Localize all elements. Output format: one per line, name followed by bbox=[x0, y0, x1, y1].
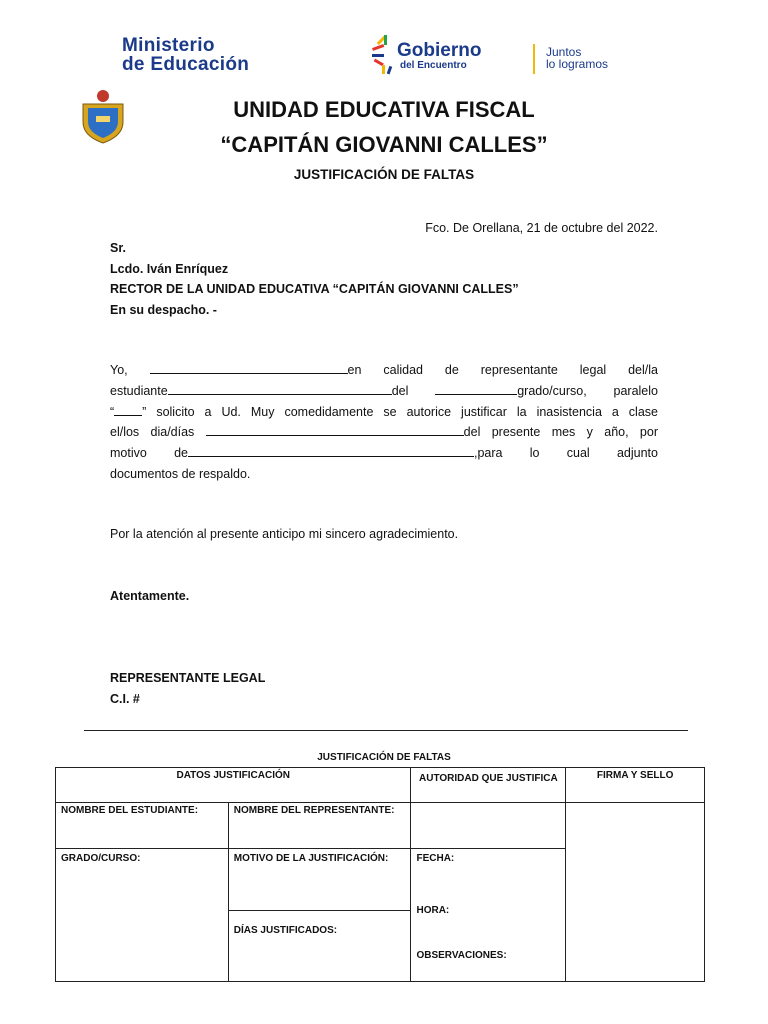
cut-line bbox=[84, 730, 688, 731]
addressee-line: Sr. bbox=[110, 241, 126, 255]
cell-dias[interactable] bbox=[228, 911, 411, 982]
cell-label: GRADO/CURSO: bbox=[61, 853, 141, 864]
gobierno-title: Gobierno bbox=[397, 40, 482, 61]
cell-autoridad[interactable] bbox=[411, 803, 566, 849]
cell-label: FECHA: bbox=[416, 853, 455, 864]
cell-firma-sello[interactable] bbox=[566, 803, 705, 982]
document-title: JUSTIFICACIÓN DE FALTAS bbox=[293, 167, 475, 182]
header-autoridad: AUTORIDAD QUE JUSTIFICA bbox=[411, 768, 566, 803]
ministerio-line1: Ministerio bbox=[122, 35, 215, 56]
slogan-line1: Juntos bbox=[546, 45, 582, 59]
body-text: el/los dia/días bbox=[110, 425, 195, 440]
student-name-blank[interactable] bbox=[168, 381, 392, 395]
body-text: ” solicito a Ud. Muy comedidamente se autorice justificar la inasistencia a clase bbox=[142, 404, 658, 419]
body-text: “ bbox=[110, 404, 115, 419]
school-name-title: “CAPITÁN GIOVANNI CALLES” bbox=[220, 132, 548, 157]
days-blank[interactable] bbox=[206, 422, 464, 436]
addressee-block bbox=[110, 238, 519, 320]
gobierno-logo bbox=[370, 30, 660, 76]
signer-title: REPRESENTANTE LEGAL bbox=[110, 671, 266, 685]
addressee-line: RECTOR DE LA UNIDAD EDUCATIVA “CAPITÁN GIOVANNI CALLES” bbox=[110, 282, 519, 296]
body-text: ,para lo cual adjunto bbox=[474, 446, 658, 461]
letter-body bbox=[110, 360, 658, 485]
header-firma: FIRMA Y SELLO bbox=[566, 768, 705, 803]
cell-nombre-representante[interactable] bbox=[228, 803, 411, 849]
body-text: estudiante bbox=[110, 383, 168, 398]
thanks-text: Por la atención al presente anticipo mi sincero agradecimiento. bbox=[110, 527, 459, 541]
ministerio-logo bbox=[122, 36, 249, 74]
grade-blank[interactable] bbox=[435, 381, 517, 395]
cell-grado[interactable] bbox=[56, 849, 229, 982]
body-line-4 bbox=[110, 422, 658, 443]
body-text: grado/curso, paralelo bbox=[517, 383, 658, 398]
cell-label: HORA: bbox=[416, 905, 450, 916]
body-text: motivo de bbox=[110, 446, 188, 461]
cell-motivo[interactable] bbox=[228, 849, 411, 911]
cell-label: DÍAS JUSTIFICADOS: bbox=[233, 925, 338, 936]
slogan-line2: lo logramos bbox=[546, 57, 609, 71]
body-text: del bbox=[391, 383, 409, 398]
letter-date: Fco. De Orellana, 21 de octubre del 2022. bbox=[425, 221, 658, 235]
table-title: JUSTIFICACIÓN DE FALTAS bbox=[317, 752, 451, 763]
cell-label: MOTIVO DE LA JUSTIFICACIÓN: bbox=[233, 853, 389, 864]
school-type-title: UNIDAD EDUCATIVA FISCAL bbox=[233, 97, 535, 122]
justification-table bbox=[55, 767, 705, 982]
body-line-5 bbox=[110, 443, 658, 464]
gobierno-subtitle: del Encuentro bbox=[400, 60, 467, 71]
body-line-3 bbox=[110, 402, 658, 423]
gobierno-star-icon bbox=[370, 30, 400, 76]
body-line-6: documentos de respaldo. bbox=[110, 466, 251, 481]
logo-divider bbox=[533, 44, 535, 74]
body-text: Yo, bbox=[110, 363, 128, 377]
cell-label: NOMBRE DEL ESTUDIANTE: bbox=[61, 805, 199, 816]
ministerio-line2: de Educación bbox=[122, 54, 250, 75]
body-line-1 bbox=[110, 360, 658, 381]
cell-fecha-hora[interactable] bbox=[411, 849, 566, 982]
signer-id: C.I. # bbox=[110, 692, 140, 706]
header-datos: DATOS JUSTIFICACIÓN bbox=[56, 768, 411, 803]
addressee-line: Lcdo. Iván Enríquez bbox=[110, 261, 229, 276]
reason-blank[interactable] bbox=[188, 443, 474, 457]
cell-nombre-estudiante[interactable] bbox=[56, 803, 229, 849]
representative-name-blank[interactable] bbox=[150, 360, 348, 374]
gobierno-slogan bbox=[546, 46, 608, 70]
body-text: del presente mes y año, por bbox=[463, 425, 658, 440]
closing-text: Atentamente. bbox=[110, 589, 190, 603]
addressee-line: En su despacho. - bbox=[110, 302, 217, 317]
parallel-blank[interactable] bbox=[114, 402, 142, 416]
cell-label: OBSERVACIONES: bbox=[416, 950, 507, 961]
cell-label: NOMBRE DEL REPRESENTANTE: bbox=[233, 805, 395, 816]
body-line-2 bbox=[110, 381, 658, 402]
body-text: en calidad de representante legal del/la bbox=[347, 363, 658, 377]
